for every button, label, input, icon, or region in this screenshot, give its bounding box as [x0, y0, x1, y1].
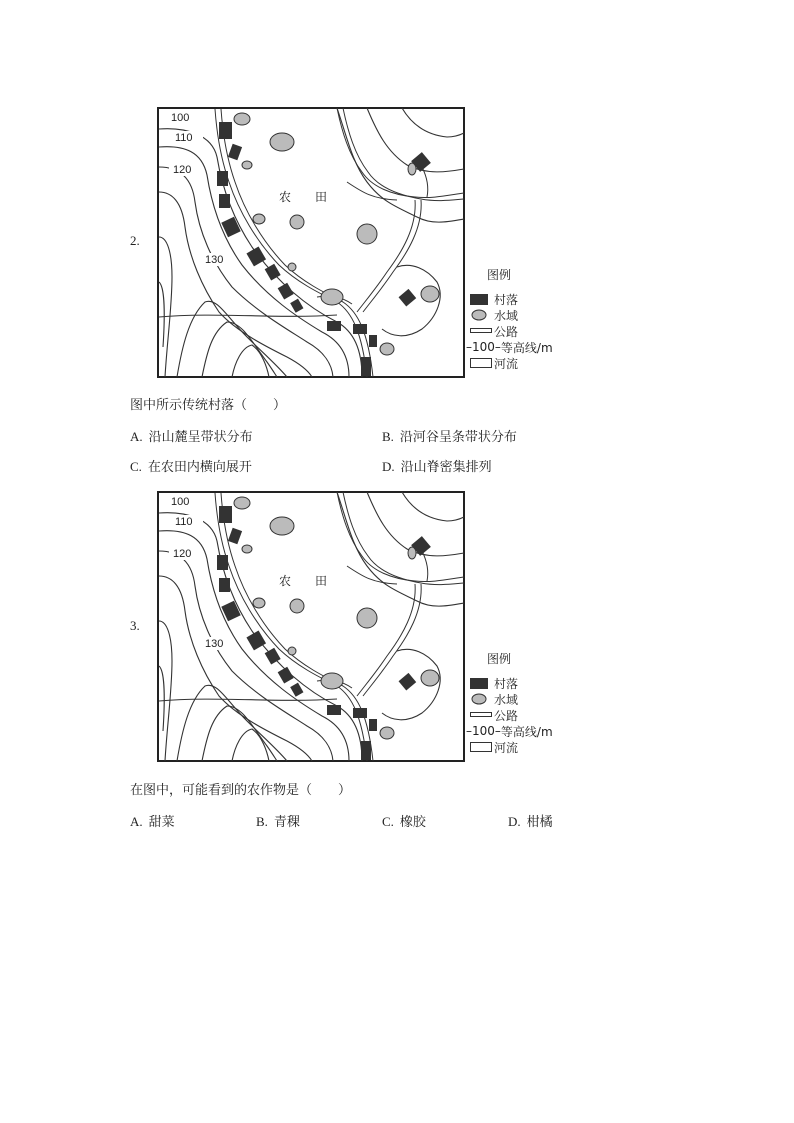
legend-item — [470, 691, 570, 707]
legend-item — [470, 307, 570, 323]
option-d[interactable]: D. 沿山脊密集排列 — [382, 459, 492, 475]
option-c[interactable]: C. 在农田内横向展开 — [130, 459, 252, 475]
contour-label: 130 — [205, 254, 224, 266]
option-b[interactable]: B. 沿河谷呈条带状分布 — [382, 429, 517, 445]
legend-item: – 100 – 等高线/m — [466, 340, 553, 355]
legend-contour-value: 100 — [472, 340, 495, 354]
option-c[interactable]: C. 橡胶 — [382, 814, 426, 830]
legend-label: 水域 — [494, 692, 519, 707]
farmland-label: 农 田 — [279, 574, 328, 588]
legend-label: 公路 — [494, 324, 519, 339]
legend-item — [470, 707, 570, 723]
option-d[interactable]: D. 柑橘 — [508, 814, 553, 830]
legend-item: – 100 – 等高线/m — [466, 724, 553, 739]
village-icon — [470, 294, 494, 305]
legend-label: 等高线/m — [500, 340, 553, 355]
legend-contour-value: 100 — [472, 724, 495, 738]
contour-line-icon: – — [466, 724, 472, 738]
option-b[interactable]: B. 青稞 — [256, 814, 300, 830]
contour-label: 120 — [173, 164, 192, 176]
river-icon — [470, 741, 494, 753]
option-a[interactable]: A. 沿山麓呈带状分布 — [130, 429, 253, 445]
contour-label: 100 — [171, 112, 190, 124]
legend-label: 等高线/m — [500, 724, 553, 739]
river-icon — [470, 357, 494, 369]
village-icon — [470, 678, 494, 689]
question-stem: 在图中，可能看到的农作物是（ ） — [130, 783, 352, 798]
legend-label: 村落 — [494, 676, 519, 691]
contour-line-icon: – — [466, 340, 472, 354]
map-legend — [466, 650, 570, 755]
legend-item — [470, 675, 570, 691]
legend-label: 水域 — [494, 308, 519, 323]
topographic-map-drawing — [157, 491, 465, 762]
topographic-map — [157, 107, 465, 378]
topographic-map — [157, 491, 465, 762]
legend-item — [470, 291, 570, 307]
water-body-icon — [470, 693, 494, 705]
question-number: 2. — [130, 233, 140, 248]
question-stem: 图中所示传统村落（ ） — [130, 398, 287, 413]
contour-label: 120 — [173, 548, 192, 560]
contour-label: 100 — [171, 496, 190, 508]
topographic-map-drawing — [157, 107, 465, 378]
contour-label: 130 — [205, 638, 224, 650]
legend-title: 图例 — [487, 268, 512, 282]
legend-label: 河流 — [494, 356, 519, 371]
legend-item — [470, 739, 570, 755]
water-body-icon — [470, 309, 494, 321]
legend-title: 图例 — [487, 652, 512, 666]
road-icon — [470, 327, 494, 335]
contour-label: 110 — [175, 516, 193, 528]
legend-item — [470, 323, 570, 339]
contour-label: 110 — [175, 132, 193, 144]
farmland-label: 农 田 — [279, 190, 328, 204]
legend-label: 村落 — [494, 292, 519, 307]
legend-label: 公路 — [494, 708, 519, 723]
question-number: 3. — [130, 618, 140, 633]
legend-item — [470, 355, 570, 371]
option-a[interactable]: A. 甜菜 — [130, 814, 175, 830]
map-legend — [466, 266, 570, 371]
road-icon — [470, 711, 494, 719]
legend-label: 河流 — [494, 740, 519, 755]
